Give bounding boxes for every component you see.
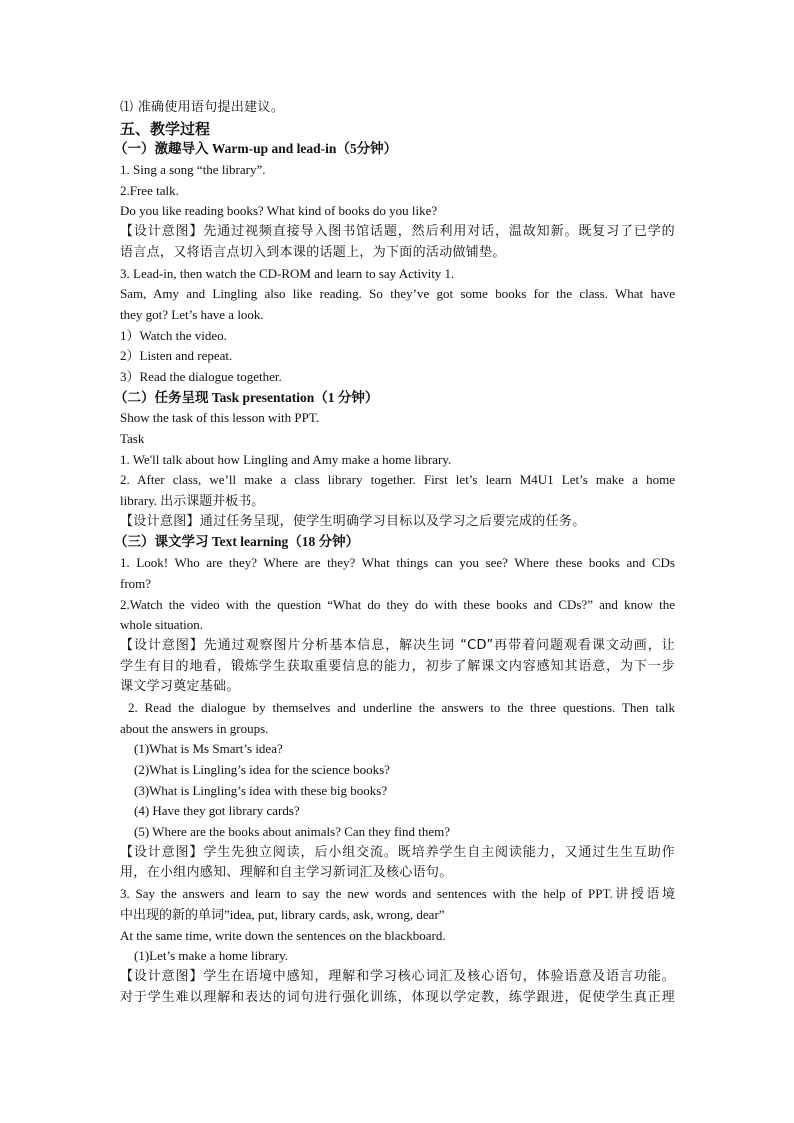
text-learning-step-1-line: from? — [120, 575, 152, 591]
text-learning-step-2-line: whole situation. — [120, 617, 204, 633]
design-intent-line: 学生有目的地看，锻炼学生获取重要信息的能力，初步了解课文内容感知其语意，为下一步 — [120, 658, 675, 674]
task-item-2-line: library. 出示课题并板书。 — [120, 493, 265, 509]
design-intent-line: 【设计意图】学生先独立阅读，后小组交流。既培养学生自主阅读能力，又通过生生互助作 — [120, 844, 675, 860]
text-learning-step-4-line: 3. Say the answers and learn to say the new words and sentences with the help of PPT.讲授语境 — [120, 886, 675, 902]
design-intent-line: 语言点，又将语言点切入到本课的话题上，为下面的活动做铺垫。 — [120, 244, 506, 260]
lesson-plan-page — [114, 98, 675, 1008]
question-item: (5) Where are the books about animals? Can they find them? — [134, 824, 450, 840]
design-intent-line: 【设计意图】学生在语境中感知，理解和学习核心词汇及核心语句，体验语意及语言功能。 — [120, 968, 675, 984]
warm-up-step-3: 3. Lead-in, then watch the CD-ROM and learn to say Activity 1. — [120, 265, 455, 281]
warm-up-step-1: 1. Sing a song “the library”. — [120, 162, 266, 178]
task-show-line: Show the task of this lesson with PPT. — [120, 410, 320, 426]
part-title-task-presentation: （二）任务呈现 Task presentation（1 分钟） — [114, 389, 379, 405]
section-title-teaching-process: 五、教学过程 — [120, 119, 211, 138]
lead-in-text-line: they got? Let’s have a look. — [120, 306, 264, 322]
text-learning-step-4-line: At the same time, write down the sentences on the blackboard. — [120, 927, 446, 943]
task-label: Task — [120, 431, 145, 446]
question-item: (4) Have they got library cards? — [134, 803, 300, 819]
question-item: (1)What is Ms Smart’s idea? — [134, 741, 283, 757]
design-intent-line: 用，在小组内感知、理解和自主学习新词汇及核心语句。 — [120, 865, 453, 881]
substep-watch-video: 1）Watch the video. — [120, 327, 227, 343]
design-intent-line: 【设计意图】通过任务呈现，使学生明确学习目标以及学习之后要完成的任务。 — [120, 513, 586, 529]
substep-listen-repeat: 2）Listen and repeat. — [120, 348, 233, 364]
design-intent-line: 对于学生难以理解和表达的词句进行强化训练，体现以学定教，练学跟进，促使学生真正理 — [120, 989, 675, 1005]
design-intent-line: 【设计意图】先通过观察图片分析基本信息，解决生词 “CD”再带着问题观看课文动画，让 — [120, 637, 675, 653]
objective-item: ⑴ 准确使用语句提出建议。 — [120, 100, 285, 115]
question-item: (3)What is Lingling’s idea with these big books? — [134, 782, 388, 798]
part-title-warm-up: （一）激趣导入 Warm-up and lead-in（5分钟） — [114, 141, 398, 157]
text-learning-step-3-line: about the answers in groups. — [120, 720, 269, 736]
text-learning-step-3-line: 2. Read the dialogue by themselves and underline the answers to the three questions. Then talk — [128, 699, 675, 715]
text-learning-step-1-line: 1. Look! Who are they? Where are they? What things can you see? Where these books and CDs — [120, 555, 675, 571]
design-intent-line: 课文学习奠定基础。 — [120, 679, 240, 695]
lead-in-text-line: Sam, Amy and Lingling also like reading. So they’ve got some books for the class. What have — [120, 286, 675, 302]
design-intent-line: 【设计意图】先通过视频直接导入图书馆话题，然后利用对话，温故知新。既复习了已学的 — [120, 224, 675, 240]
substep-read-dialogue: 3）Read the dialogue together. — [120, 368, 282, 384]
blackboard-sentence: (1)Let’s make a home library. — [134, 948, 289, 964]
text-learning-step-4-line: 中出现的新的单词”idea, put, library cards, ask, wrong, dear” — [120, 906, 445, 922]
question-item: (2)What is Lingling’s idea for the science books? — [134, 762, 390, 777]
task-item-1: 1. We'll talk about how Lingling and Amy make a home library. — [120, 451, 452, 467]
part-title-text-learning: （三）课文学习 Text learning（18 分钟） — [114, 534, 360, 550]
task-item-2-line: 2. After class, we’ll make a class library together. First let’s learn M4U1 Let’s make a home — [120, 472, 675, 488]
free-talk-questions: Do you like reading books? What kind of books do you like? — [120, 203, 438, 219]
text-learning-step-2-line: 2.Watch the video with the question “What do they do with these books and CDs?” and know the — [120, 596, 675, 612]
warm-up-step-2: 2.Free talk. — [120, 182, 179, 198]
